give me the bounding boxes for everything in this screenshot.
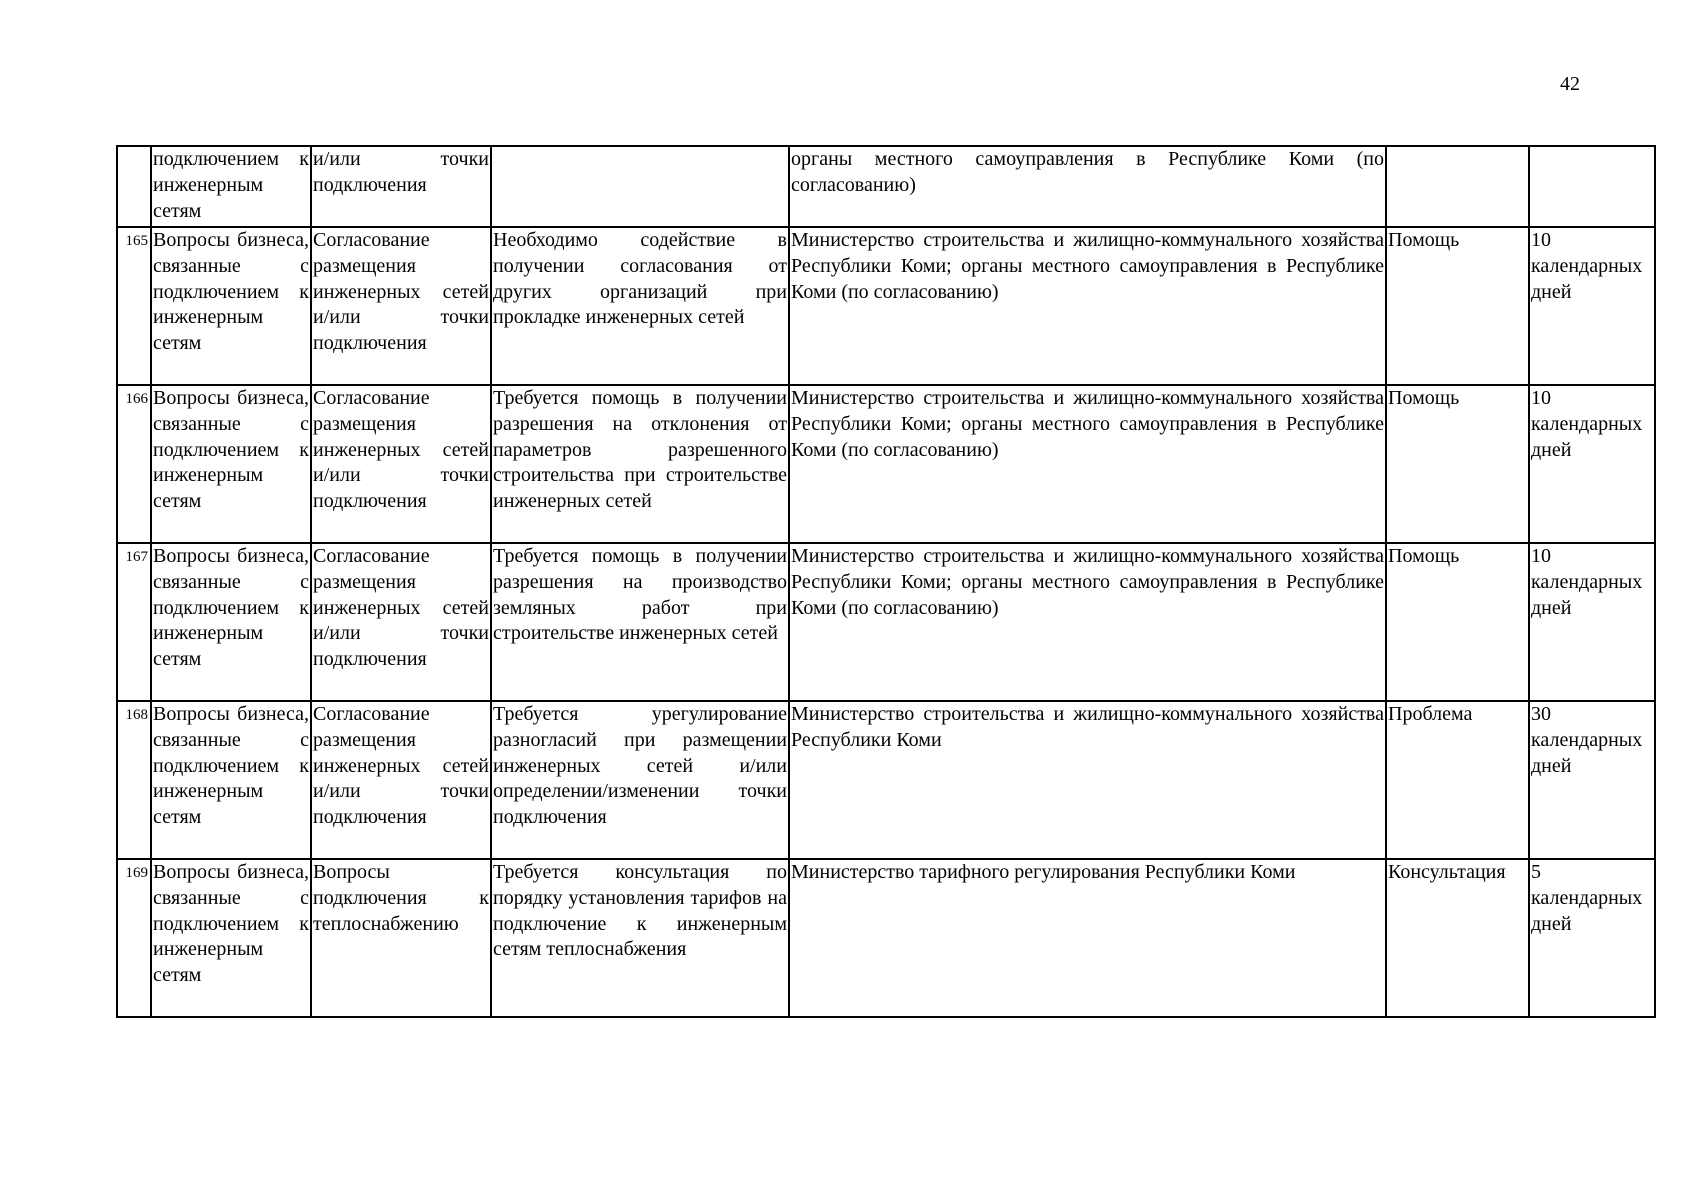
subject-cell: Согласование размещения инженерных сетей и/или точки подключения [311, 543, 491, 701]
subject-cell: Согласование размещения инженерных сетей и/или точки подключения [311, 385, 491, 543]
page-number: 42 [1560, 73, 1580, 95]
subject-cell: Вопросы подключения к теплоснабжению [311, 859, 491, 1017]
term-cell: 30 календарных дней [1529, 701, 1655, 859]
row-number: 169 [117, 859, 151, 1017]
description-cell: Требуется помощь в получении разрешения на производство земляных работ при строительстве инженерных сетей [491, 543, 789, 701]
type-cell [1386, 146, 1529, 227]
description-cell [491, 146, 789, 227]
type-cell: Консультация [1386, 859, 1529, 1017]
term-cell [1529, 146, 1655, 227]
responsible-cell: органы местного самоуправления в Республике Коми (по согласованию) [789, 146, 1386, 227]
table-row [117, 227, 1655, 385]
term-cell: 10 календарных дней [1529, 385, 1655, 543]
responsible-cell: Министерство строительства и жилищно-коммунального хозяйства Республики Коми; органы местного самоуправления в Республике Коми (по согласованию) [789, 543, 1386, 701]
responsible-cell: Министерство тарифного регулирования Республики Коми [789, 859, 1386, 1017]
table-row [117, 385, 1655, 543]
type-cell: Проблема [1386, 701, 1529, 859]
description-cell: Требуется урегулирование разногласий при размещении инженерных сетей и/или определении/изменении точки подключения [491, 701, 789, 859]
term-cell: 10 календарных дней [1529, 227, 1655, 385]
category-cell: Вопросы бизнеса, связанные с подключением к инженерным сетям [151, 227, 311, 385]
requests-table [116, 145, 1656, 1018]
type-cell: Помощь [1386, 543, 1529, 701]
table-row [117, 859, 1655, 1017]
table-row [117, 543, 1655, 701]
term-cell: 10 календарных дней [1529, 543, 1655, 701]
row-number: 166 [117, 385, 151, 543]
description-cell: Требуется помощь в получении разрешения на отклонения от параметров разрешенного строительства при строительстве инженерных сетей [491, 385, 789, 543]
subject-cell: и/или точки подключения [311, 146, 491, 227]
term-cell: 5 календарных дней [1529, 859, 1655, 1017]
description-cell: Необходимо содействие в получении согласования от других организаций при прокладке инженерных сетей [491, 227, 789, 385]
description-cell: Требуется консультация по порядку установления тарифов на подключение к инженерным сетям теплоснабжения [491, 859, 789, 1017]
category-cell: Вопросы бизнеса, связанные с подключением к инженерным сетям [151, 701, 311, 859]
category-cell: Вопросы бизнеса, связанные с подключением к инженерным сетям [151, 859, 311, 1017]
type-cell: Помощь [1386, 385, 1529, 543]
subject-cell: Согласование размещения инженерных сетей и/или точки подключения [311, 701, 491, 859]
type-cell: Помощь [1386, 227, 1529, 385]
row-number: 168 [117, 701, 151, 859]
responsible-cell: Министерство строительства и жилищно-коммунального хозяйства Республики Коми; органы местного самоуправления в Республике Коми (по согласованию) [789, 385, 1386, 543]
category-cell: Вопросы бизнеса, связанные с подключением к инженерным сетям [151, 543, 311, 701]
category-cell: Вопросы бизнеса, связанные с подключением к инженерным сетям [151, 385, 311, 543]
responsible-cell: Министерство строительства и жилищно-коммунального хозяйства Республики Коми [789, 701, 1386, 859]
table-row [117, 146, 1655, 227]
category-cell: подключением к инженерным сетям [151, 146, 311, 227]
row-number [117, 146, 151, 227]
subject-cell: Согласование размещения инженерных сетей и/или точки подключения [311, 227, 491, 385]
responsible-cell: Министерство строительства и жилищно-коммунального хозяйства Республики Коми; органы местного самоуправления в Республике Коми (по согласованию) [789, 227, 1386, 385]
row-number: 167 [117, 543, 151, 701]
table-row [117, 701, 1655, 859]
row-number: 165 [117, 227, 151, 385]
